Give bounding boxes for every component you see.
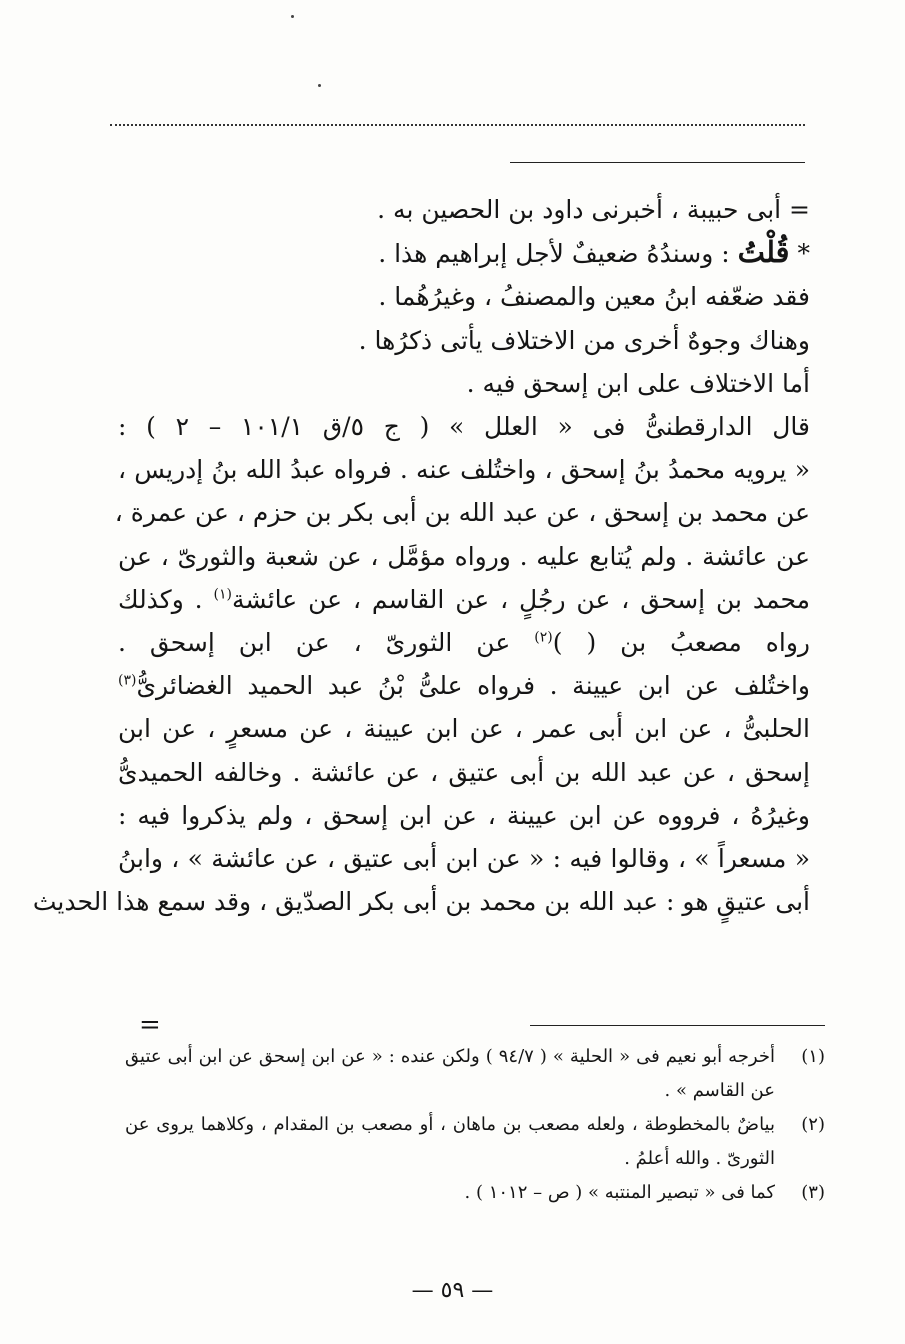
text-line-14: إسحق ، عن عبد الله بن أبى عتيق ، عن عائشة . وخالفه الحميدىُّ bbox=[118, 757, 810, 787]
footnote-ref-2: (٢) bbox=[534, 629, 553, 646]
footnote-ref-1: (١) bbox=[213, 586, 233, 603]
text-line-7: « يرويه محمدُ بنُ إسحق ، واختُلف عنه . فرواه عبدُ الله بنُ إدريس ، bbox=[118, 455, 810, 485]
text-line-11-a: رواه مصعبُ بن ( ) bbox=[552, 628, 810, 658]
continuation-rule bbox=[510, 162, 805, 163]
speck bbox=[318, 84, 321, 87]
footnote-number: (٣) bbox=[801, 1182, 825, 1203]
text-line-1: = أبى حبيبة ، أخبرنى داود بن الحصين به . bbox=[377, 195, 810, 224]
text-line-6: قال الدارقطنىُّ فى « العلل » ( ج ٥/ق ١٠١/١ – ٢ ) : bbox=[118, 412, 810, 442]
qultu-heading: قُلْتُ bbox=[737, 235, 790, 270]
text-line-17: أبى عتيقٍ هو : عبد الله بن محمد بن أبى بكر الصدّيق ، وقد سمع هذا الحديث bbox=[32, 887, 810, 917]
text-line-9: عن عائشة . ولم يُتابع عليه . ورواه مؤمَّل ، عن شعبة والثورىّ ، عن bbox=[118, 541, 810, 571]
text-line-11 bbox=[118, 621, 810, 664]
text-line-16: « مسعراً » ، وقالوا فيه : « عن ابن أبى عتيق ، عن عائشة » ، وابنُ bbox=[118, 844, 810, 874]
header-dotted-rule bbox=[110, 124, 805, 126]
footnote-1 bbox=[125, 1040, 825, 1108]
footnote-separator bbox=[530, 1025, 825, 1026]
page-number: — ٥٩ — bbox=[411, 1278, 494, 1303]
text-line-10-a: محمد بن إسحق ، عن رجُلٍ ، عن القاسم ، عن عائشة bbox=[232, 584, 810, 614]
text-line-10 bbox=[118, 578, 810, 621]
footnote-text: كما فى « تبصير المنتبه » ( ص – ١٠١٢ ) . bbox=[464, 1182, 775, 1203]
footnote-number: (٢) bbox=[801, 1114, 825, 1135]
speck bbox=[291, 15, 294, 18]
text-line-11-b: عن الثورىّ ، عن ابن إسحق . bbox=[118, 628, 511, 658]
footnote-2 bbox=[125, 1108, 825, 1176]
text-line-13: الحلبىُّ ، عن ابن أبى عمر ، عن ابن عيينة ، عن مسعرٍ ، عن ابن bbox=[118, 714, 810, 744]
footnote-3 bbox=[125, 1176, 825, 1210]
footnote-text: أخرجه أبو نعيم فى « الحلية » ( ٩٤/٧ ) ولكن عنده : « عن ابن إسحق عن ابن أبى عتيق عن القاسم » . bbox=[125, 1046, 775, 1101]
text-line-5: أما الاختلاف على ابن إسحق فيه . bbox=[466, 368, 810, 398]
footnote-text: بياضٌ بالمخطوطة ، ولعله مصعب بن ماهان ، أو مصعب بن المقدام ، وكلاهما يروى عن الثورىّ . والله أعلمُ . bbox=[125, 1114, 775, 1169]
text-line-15: وغيرُهُ ، فرووه عن ابن عيينة ، عن ابن إسحق ، ولم يذكروا فيه : bbox=[118, 800, 810, 830]
text-line-2 bbox=[118, 231, 810, 275]
continuation-mark: = bbox=[139, 1010, 161, 1040]
footnote-number: (١) bbox=[801, 1046, 825, 1067]
text-line-12 bbox=[118, 664, 810, 707]
footnotes bbox=[125, 1040, 825, 1210]
footnote-ref-3: (٣) bbox=[118, 672, 137, 689]
text-line-4: وهناك وجوهٌ أخرى من الاختلاف يأتى ذكرُها . bbox=[358, 325, 810, 355]
text-line-12-a: واختُلف عن ابن عيينة . فرواه علىُّ بْنُ عبد الحميد الغضائرىُّ bbox=[136, 671, 810, 701]
star-marker: * bbox=[797, 239, 810, 269]
main-text bbox=[32, 188, 810, 923]
text-line-3: فقد ضعّفه ابنُ معين والمصنفُ ، وغيرُهُما . bbox=[378, 282, 810, 312]
text-line-2-body: : وسندُهُ ضعيفٌ لأجل إبراهيم هذا . bbox=[378, 239, 730, 269]
text-line-10-b: . وكذلك bbox=[118, 584, 203, 614]
text-line-8: عن محمد بن إسحق ، عن عبد الله بن أبى بكر بن حزم ، عن عمرة ، bbox=[114, 498, 810, 528]
